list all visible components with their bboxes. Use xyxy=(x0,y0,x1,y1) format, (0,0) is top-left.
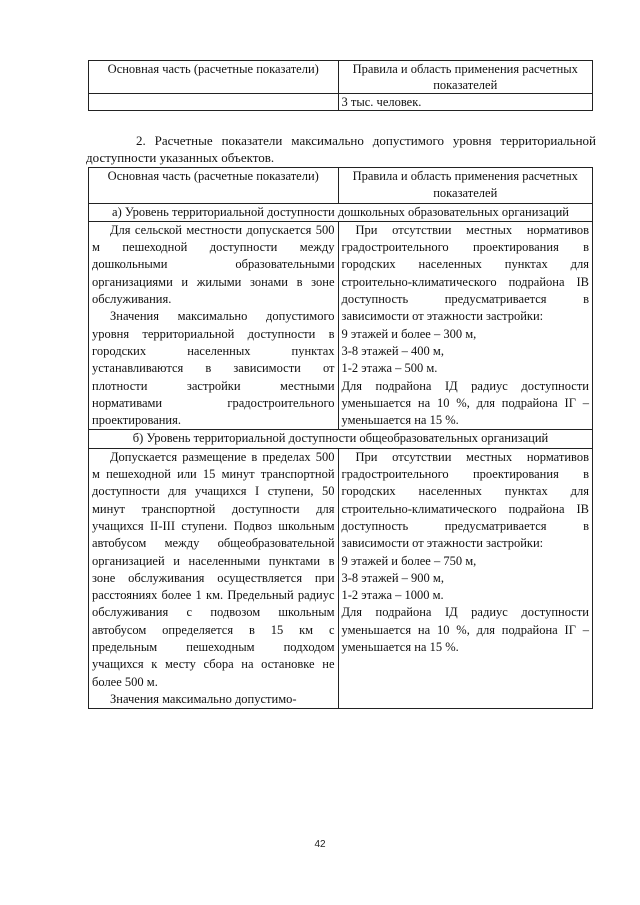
section-a-right-intro: При отсутствии местных нормативов градостроительного проектирования в городских населенных пунктах для строительно-климатического подрайона IB доступность предусматривается в зависимости от этажности застройки: xyxy=(341,222,589,324)
section-a-left-p2: Значения максимально допустимого уровня территориальной доступности в городских населенных пунктах устанавливаются в зависимости от плотности застройки местными нормативами градостроительного проектирования. xyxy=(92,309,335,428)
section-a-title: а) Уровень территориальной доступности дошкольных образовательных организаций xyxy=(89,203,593,221)
table-cell xyxy=(89,94,339,111)
section-b-left-p2: Значения максимально допустимо- xyxy=(110,691,297,706)
section-a-left-p1: Для сельской местности допускается 500 м пешеходной доступности между дошкольными образовательными организациями и жилыми зонами в зоне обслуживания. xyxy=(92,222,335,307)
page-number: 42 xyxy=(314,839,326,850)
col2-header: Правила и область применения расчетных показателей xyxy=(338,61,593,94)
paragraph-text: 2. Расчетные показатели максимально допустимого уровня территориальной доступности указанных объектов. xyxy=(86,133,596,165)
section-paragraph xyxy=(86,132,596,166)
section-a-right-item1: 9 этажей и более – 300 м, xyxy=(341,326,477,341)
section-b-right-item3: 1-2 этажа – 1000 м. xyxy=(341,588,444,603)
col1-header: Основная часть (расчетные показатели) xyxy=(89,61,339,94)
table-row xyxy=(89,94,593,111)
section-b-title-row xyxy=(89,430,593,448)
section-b-content-row xyxy=(89,448,593,708)
section-a-right-tail: Для подрайона IД радиус доступности уменьшается на 10 %, для подрайона IГ – уменьшается на 15 %. xyxy=(341,378,589,428)
section-b-right-item1: 9 этажей и более – 750 м, xyxy=(341,553,477,568)
top-table xyxy=(88,60,593,111)
section-b-left-p1: Допускается размещение в пределах 500 м пешеходной или 15 минут транспортной доступности для учащихся I ступени, 50 минут транспортной доступности для учащихся II-III ступени. Подвоз школьным автобусом между общеобразовательной организацией и населенными пунктами в зоне обслуживания осуществляется при расстояниях более 1 км. Предельный радиус обслуживания с подвозом школьным автобусом определяется в 15 км с предельным пешеходным подходом учащихся к месту сбора на остановке не более 500 м. xyxy=(92,449,335,689)
section-b-right-cell xyxy=(338,448,592,708)
section-a-right-cell xyxy=(338,221,592,430)
col2-header: Правила и область применения расчетных показателей xyxy=(338,168,592,204)
section-b-title: б) Уровень территориальной доступности общеобразовательных организаций xyxy=(89,430,593,448)
table-header-row xyxy=(89,61,593,94)
section-a-title-row xyxy=(89,203,593,221)
table-cell: 3 тыс. человек. xyxy=(338,94,593,111)
section-a-content-row xyxy=(89,221,593,430)
table-header-row xyxy=(89,168,593,204)
section-b-right-intro: При отсутствии местных нормативов градостроительного проектирования в городских населенных пунктах для строительно-климатического подрайона IB доступность предусматривается в зависимости от этажности застройки: xyxy=(341,449,589,551)
section-a-right-item2: 3-8 этажей – 400 м, xyxy=(341,343,444,358)
section-b-right-tail: Для подрайона IД радиус доступности уменьшается на 10 %, для подрайона IГ – уменьшается на 15 %. xyxy=(341,605,589,655)
col1-header: Основная часть (расчетные показатели) xyxy=(89,168,339,204)
section-a-left-cell xyxy=(89,221,339,430)
section-a-right-item3: 1-2 этажа – 500 м. xyxy=(341,361,438,376)
section-b-right-item2: 3-8 этажей – 900 м, xyxy=(341,570,444,585)
standards-table xyxy=(88,167,593,709)
section-b-left-cell xyxy=(89,448,339,708)
